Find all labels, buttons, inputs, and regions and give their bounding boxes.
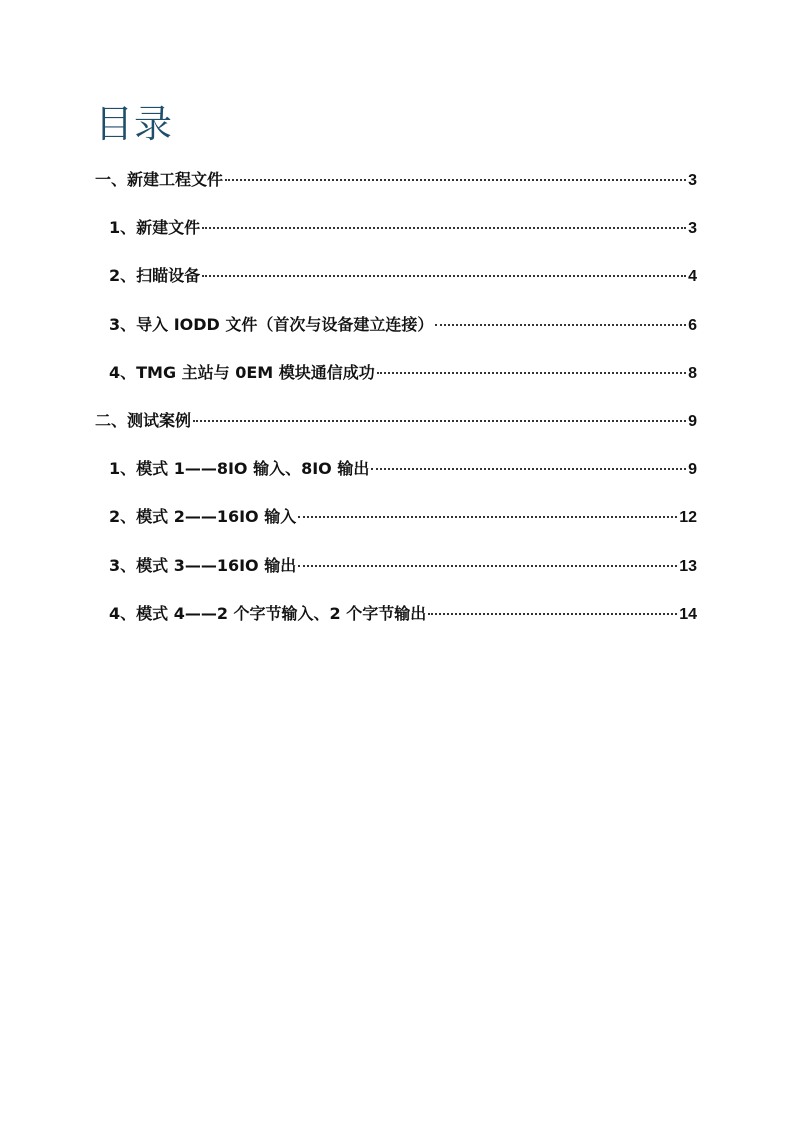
- toc-entry-label: 3、模式 3——16IO 输出: [109, 555, 297, 575]
- toc-entry-page: 14: [679, 605, 697, 623]
- dot-leader: [225, 179, 686, 181]
- toc-entry-label: 2、扫瞄设备: [109, 266, 201, 286]
- dot-leader: [298, 565, 677, 567]
- toc-entry-page: 6: [688, 316, 697, 334]
- toc-entry-page: 3: [688, 172, 697, 189]
- dot-leader: [202, 227, 686, 229]
- toc-entry[interactable]: [95, 213, 697, 261]
- toc-title: 目录: [95, 102, 174, 146]
- dot-leader: [193, 420, 686, 422]
- toc-entry-page: 9: [688, 461, 697, 479]
- toc-entry[interactable]: [95, 502, 697, 550]
- toc-entry-page: 13: [679, 557, 697, 575]
- toc-entry-label: 1、新建文件: [109, 218, 201, 238]
- toc-entry[interactable]: [95, 358, 697, 406]
- toc-entry-label: 一、新建工程文件: [95, 170, 224, 189]
- toc-entry[interactable]: [95, 454, 697, 502]
- toc-entry-page: 3: [688, 220, 697, 238]
- toc-entry-label: 二、测试案例: [95, 410, 192, 430]
- toc-entry-page: 12: [679, 509, 697, 527]
- toc-entry[interactable]: [95, 165, 697, 213]
- toc-entry-page: 4: [688, 268, 697, 286]
- toc-entry-page: 9: [688, 412, 697, 430]
- toc-entry[interactable]: [95, 310, 697, 358]
- toc-entry-page: 8: [688, 364, 697, 382]
- toc-entry-label: 4、TMG 主站与 0EM 模块通信成功: [109, 362, 375, 382]
- toc-list: [95, 165, 697, 647]
- toc-entry-label: 4、模式 4——2 个字节输入、2 个字节输出: [109, 603, 427, 623]
- toc-entry[interactable]: [95, 406, 697, 454]
- toc-entry[interactable]: [95, 261, 697, 309]
- toc-entry[interactable]: [95, 599, 697, 647]
- toc-entry-label: 1、模式 1——8IO 输入、8IO 输出: [109, 459, 370, 479]
- toc-entry-label: 2、模式 2——16IO 输入: [109, 507, 297, 527]
- dot-leader: [298, 516, 677, 518]
- dot-leader: [377, 372, 686, 374]
- dot-leader: [435, 324, 686, 326]
- dot-leader: [202, 275, 686, 277]
- toc-entry[interactable]: [95, 551, 697, 599]
- dot-leader: [428, 613, 677, 615]
- dot-leader: [371, 468, 686, 470]
- toc-entry-label: 3、导入 IODD 文件（首次与设备建立连接）: [109, 314, 434, 334]
